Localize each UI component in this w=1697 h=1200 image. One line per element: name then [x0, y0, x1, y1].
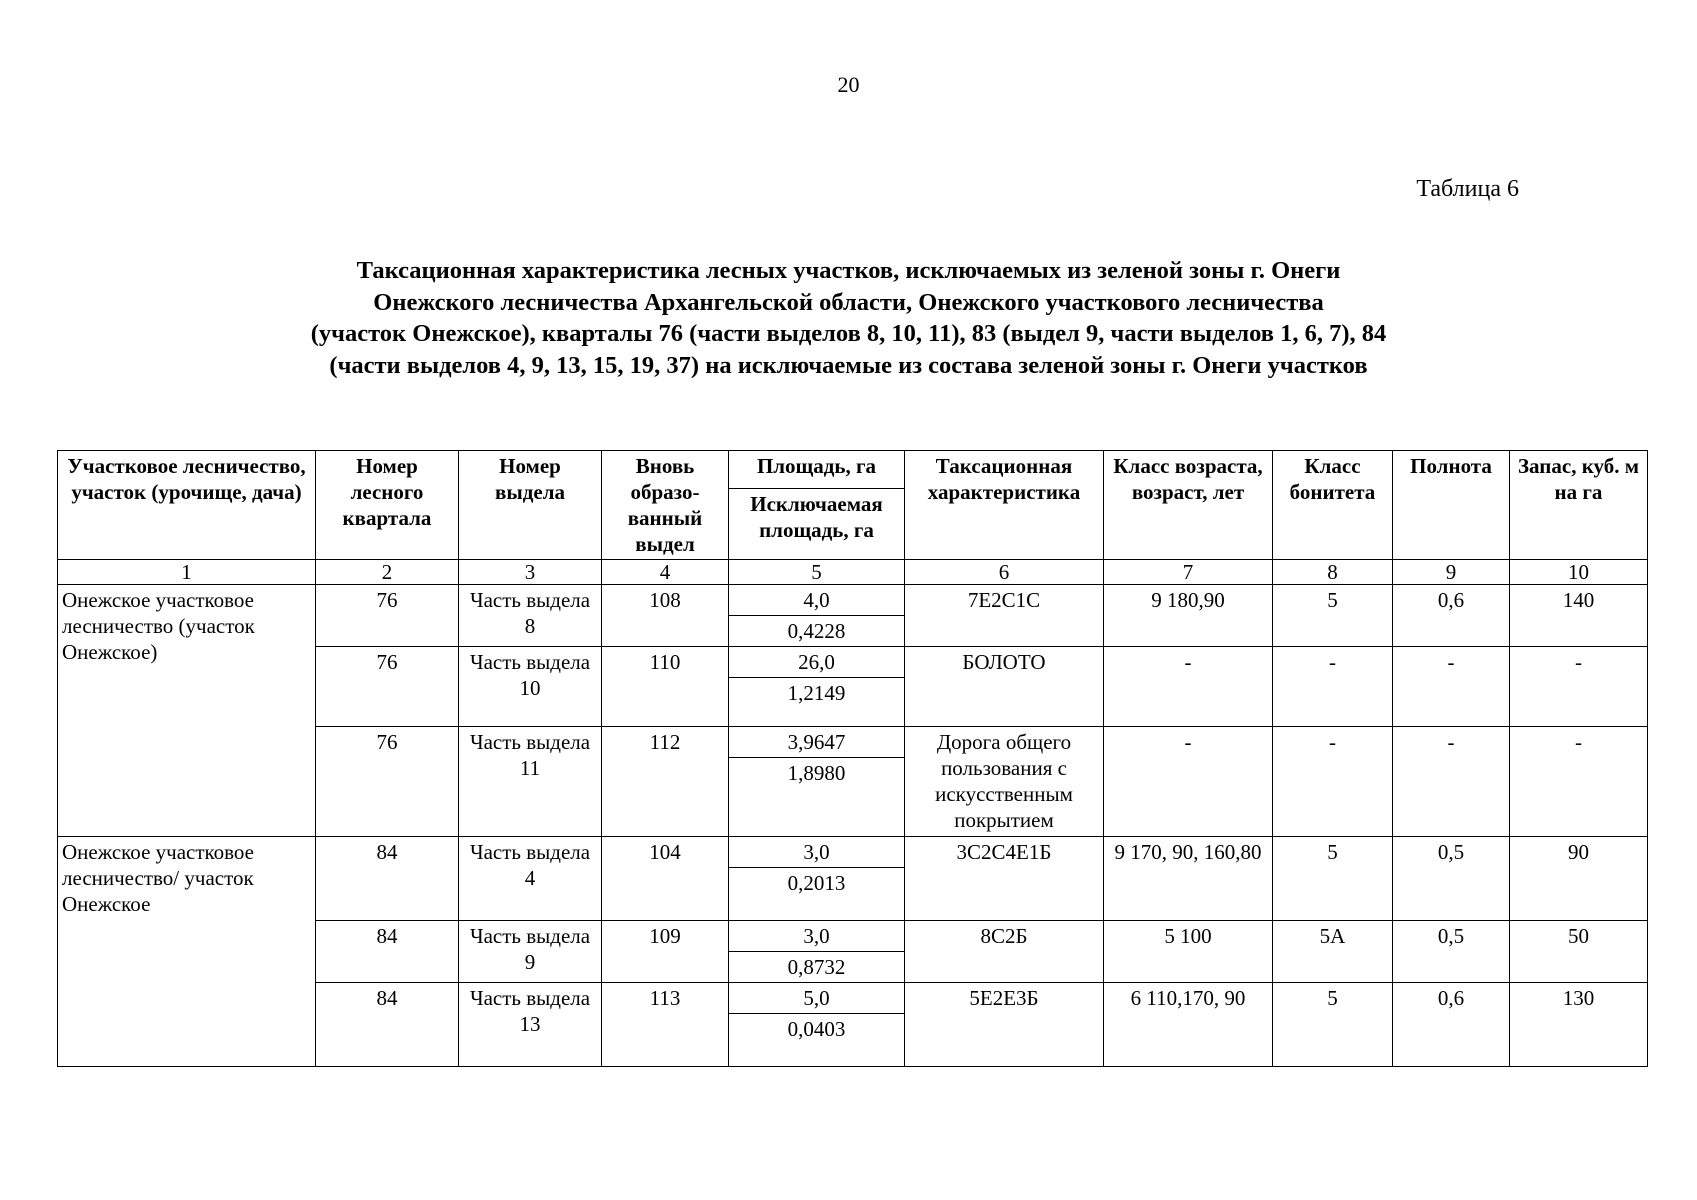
header-characteristic: Таксационная характеристика: [905, 451, 1104, 560]
bonitet-cell: -: [1273, 647, 1393, 727]
header-zapas: Запас, куб. м на га: [1510, 451, 1648, 560]
excluded-area-cell: 0,8732: [729, 952, 905, 983]
kvartal-cell: 76: [316, 647, 459, 727]
polnota-cell: 0,5: [1393, 921, 1510, 983]
vydel-cell: Часть выдела 8: [459, 585, 602, 647]
polnota-cell: 0,6: [1393, 585, 1510, 647]
age-cell: 5 100: [1104, 921, 1273, 983]
polnota-cell: 0,6: [1393, 983, 1510, 1067]
header-new-vydel: Вновь образо-ванный выдел: [602, 451, 729, 560]
bonitet-cell: 5: [1273, 585, 1393, 647]
bonitet-cell: 5А: [1273, 921, 1393, 983]
characteristic-cell: 5Е2Е3Б: [905, 983, 1104, 1067]
kvartal-cell: 76: [316, 727, 459, 837]
area-cell: 3,0: [729, 837, 905, 868]
characteristic-cell: 7Е2С1С: [905, 585, 1104, 647]
new-vydel-cell: 108: [602, 585, 729, 647]
column-number: 3: [459, 560, 602, 585]
forestry-cell: Онежское участковое лесничество/ участок Онежское: [58, 837, 316, 1067]
kvartal-cell: 84: [316, 983, 459, 1067]
column-number: 1: [58, 560, 316, 585]
title-line: (части выделов 4, 9, 13, 15, 19, 37) на исключаемые из состава зеленой зоны г. Онеги участков: [329, 351, 1368, 379]
vydel-cell: Часть выдела 13: [459, 983, 602, 1067]
age-cell: 9 170, 90, 160,80: [1104, 837, 1273, 921]
area-cell: 3,0: [729, 921, 905, 952]
title-line: (участок Онежское), кварталы 76 (части выделов 8, 10, 11), 83 (выдел 9, части выделов 1, 6, 7), 84: [310, 320, 1387, 347]
vydel-cell: Часть выдела 10: [459, 647, 602, 727]
polnota-cell: -: [1393, 727, 1510, 837]
document-title: [100, 255, 1597, 381]
vydel-cell: Часть выдела 9: [459, 921, 602, 983]
page-number: 20: [837, 72, 860, 97]
column-numbers-row: [58, 560, 1648, 585]
polnota-cell: 0,5: [1393, 837, 1510, 921]
title-line: Таксационная характеристика лесных участков, исключаемых из зеленой зоны г. Онеги: [356, 257, 1341, 284]
vydel-cell: Часть выдела 11: [459, 727, 602, 837]
column-number: 6: [905, 560, 1104, 585]
excluded-area-cell: 1,8980: [729, 758, 905, 837]
bonitet-cell: 5: [1273, 837, 1393, 921]
zapas-cell: 50: [1510, 921, 1648, 983]
new-vydel-cell: 113: [602, 983, 729, 1067]
table-row: [58, 837, 1648, 868]
column-number: 7: [1104, 560, 1273, 585]
bonitet-cell: 5: [1273, 983, 1393, 1067]
title-line: Онежского лесничества Архангельской области, Онежского участкового лесничества: [373, 288, 1324, 316]
area-cell: 26,0: [729, 647, 905, 678]
header-bonitet: Класс бонитета: [1273, 451, 1393, 560]
kvartal-cell: 76: [316, 585, 459, 647]
age-cell: 9 180,90: [1104, 585, 1273, 647]
header-forestry: Участковое лесничество, участок (урочище, дача): [58, 451, 316, 560]
area-cell: 3,9647: [729, 727, 905, 758]
zapas-cell: -: [1510, 727, 1648, 837]
new-vydel-cell: 110: [602, 647, 729, 727]
column-number: 10: [1510, 560, 1648, 585]
kvartal-cell: 84: [316, 837, 459, 921]
characteristic-cell: БОЛОТО: [905, 647, 1104, 727]
new-vydel-cell: 104: [602, 837, 729, 921]
vydel-cell: Часть выдела 4: [459, 837, 602, 921]
column-number: 8: [1273, 560, 1393, 585]
polnota-cell: -: [1393, 647, 1510, 727]
excluded-area-cell: 0,4228: [729, 616, 905, 647]
bonitet-cell: -: [1273, 727, 1393, 837]
area-cell: 5,0: [729, 983, 905, 1014]
area-cell: 4,0: [729, 585, 905, 616]
kvartal-cell: 84: [316, 921, 459, 983]
zapas-cell: 130: [1510, 983, 1648, 1067]
excluded-area-cell: 0,0403: [729, 1014, 905, 1067]
header-age: Класс возраста, возраст, лет: [1104, 451, 1273, 560]
characteristic-cell: 3С2С4Е1Б: [905, 837, 1104, 921]
table-row: [58, 585, 1648, 616]
header-vydel: Номер выдела: [459, 451, 602, 560]
excluded-area-cell: 0,2013: [729, 868, 905, 921]
header-row: [58, 451, 1648, 489]
zapas-cell: -: [1510, 647, 1648, 727]
new-vydel-cell: 109: [602, 921, 729, 983]
column-number: 5: [729, 560, 905, 585]
column-number: 9: [1393, 560, 1510, 585]
age-cell: -: [1104, 647, 1273, 727]
column-number: 4: [602, 560, 729, 585]
new-vydel-cell: 112: [602, 727, 729, 837]
age-cell: -: [1104, 727, 1273, 837]
header-area: Площадь, га: [729, 451, 905, 489]
header-polnota: Полнота: [1393, 451, 1510, 560]
table-label: Таблица 6: [1416, 176, 1519, 202]
age-cell: 6 110,170, 90: [1104, 983, 1273, 1067]
column-number: 2: [316, 560, 459, 585]
excluded-area-cell: 1,2149: [729, 678, 905, 727]
characteristic-cell: 8С2Б: [905, 921, 1104, 983]
characteristic-cell: Дорога общего пользования с искусственным покрытием: [905, 727, 1104, 837]
zapas-cell: 140: [1510, 585, 1648, 647]
taxation-table: [57, 450, 1648, 1067]
header-excluded-area: Исключаемая площадь, га: [729, 489, 905, 560]
zapas-cell: 90: [1510, 837, 1648, 921]
header-kvartal: Номер лесного квартала: [316, 451, 459, 560]
forestry-cell: Онежское участковое лесничество (участок Онежское): [58, 585, 316, 837]
